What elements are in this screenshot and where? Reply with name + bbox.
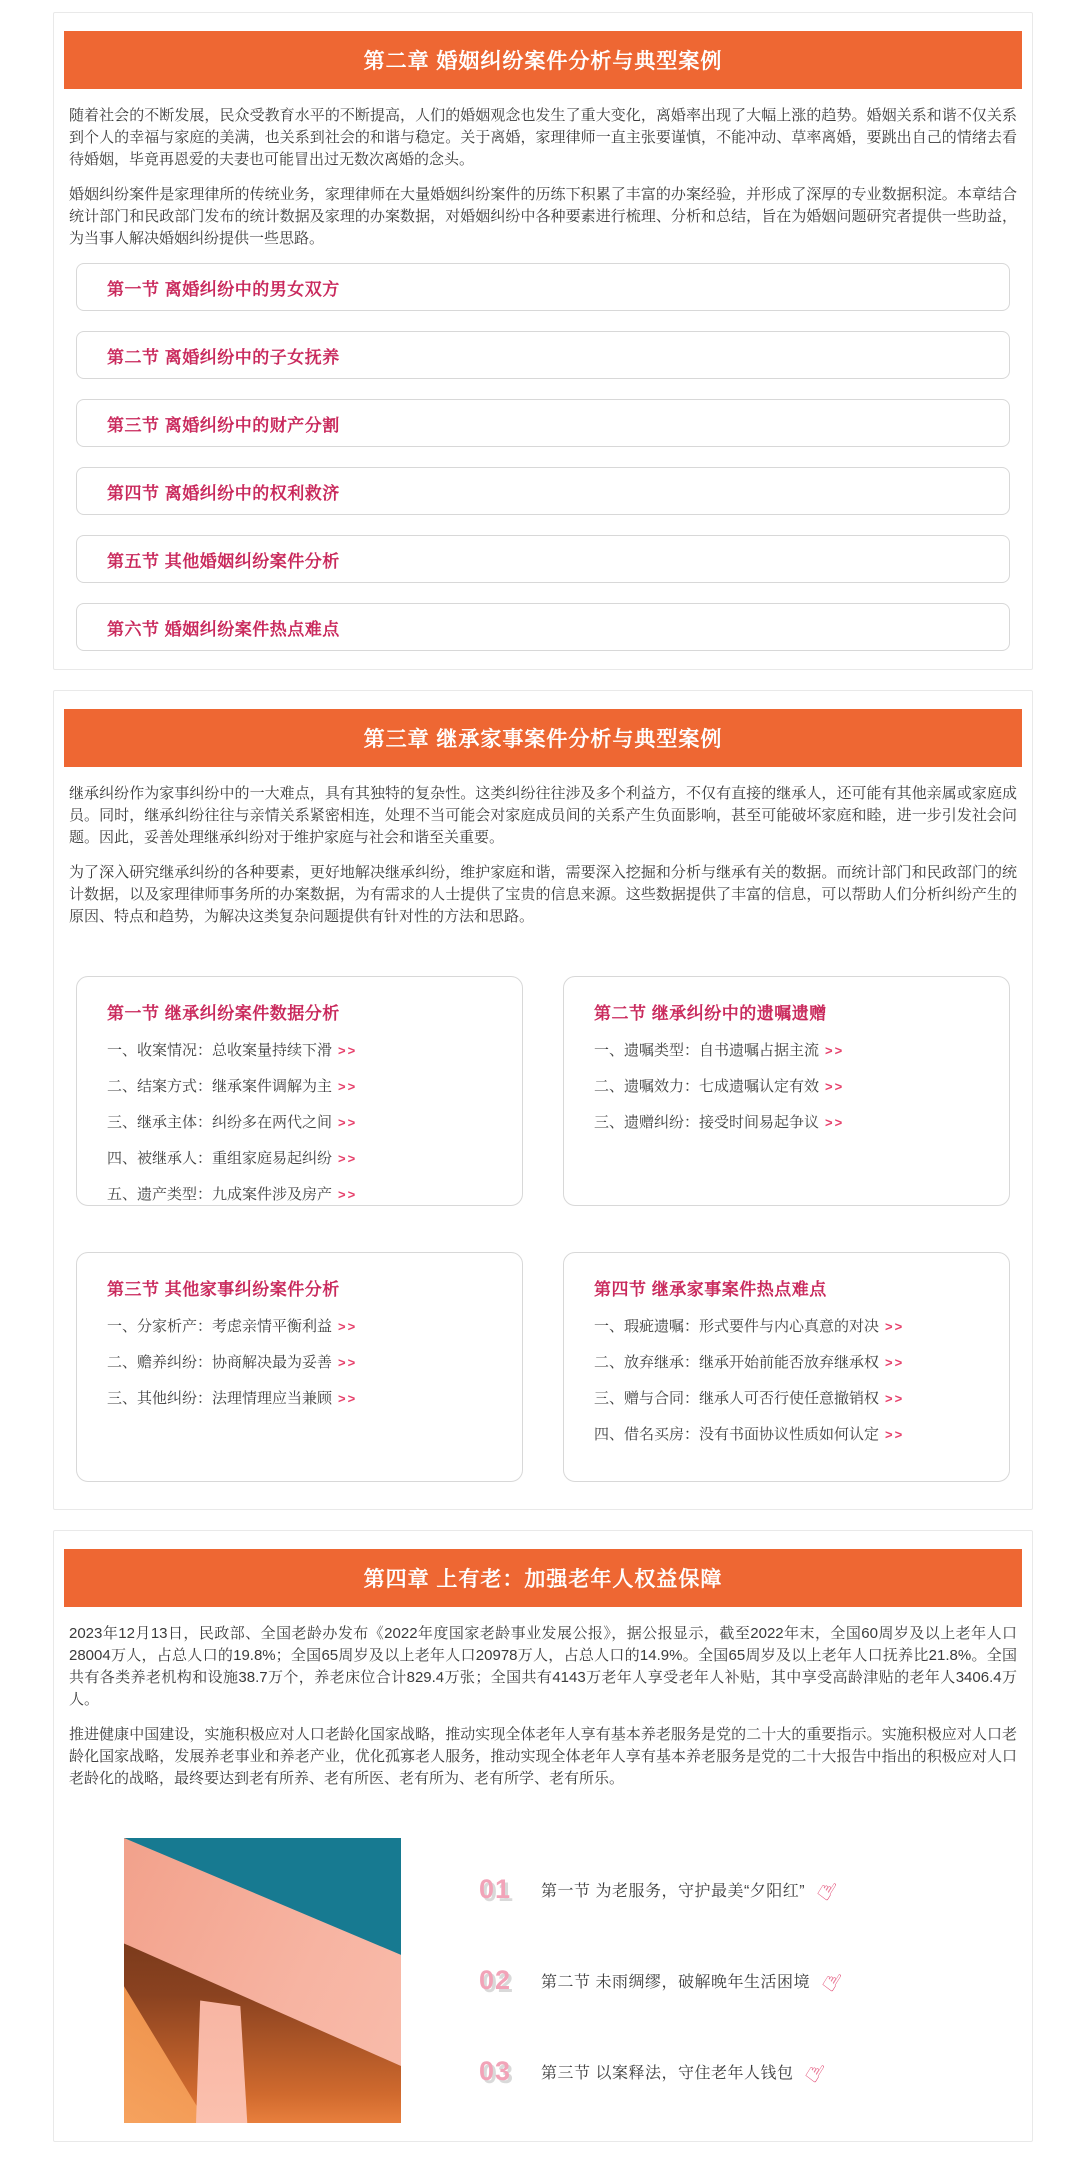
toc-label: 第一节 为老服务，守护最美“夕阳红” xyxy=(541,1883,806,1900)
topic-link[interactable]: 四、被继承人：重组家庭易起纠纷 >> xyxy=(107,1150,358,1167)
topic-link[interactable]: 二、放弃继承：继承开始前能否放弃继承权 >> xyxy=(594,1354,905,1371)
chapter2-header xyxy=(64,31,1022,89)
topic-box-hot-issues xyxy=(563,1252,1010,1482)
topic-box-title: 第四节 继承家事案件热点难点 xyxy=(594,1280,827,1299)
topic-link[interactable]: 一、瑕疵遗嘱：形式要件与内心真意的对决 >> xyxy=(594,1318,905,1335)
chapter2-title: 第二章 婚姻纠纷案件分析与典型案例 xyxy=(363,50,723,73)
section-link-box-6[interactable] xyxy=(76,603,1010,651)
chapter4-paragraph-2: 推进健康中国建设，实施积极应对人口老龄化国家战略，推动实现全体老年人享有基本养老服务是党的二十大的重要指示。实施积极应对人口老龄化国家战略，发展养老事业和养老产业，优化孤寡老人服务，推动实现全体老年人享有基本养老服务是党的二十大报告中指出的积极应对人口老龄化的战略，最终要达到老有所养、老有所医、老有所为、老有所学、老有所乐。 xyxy=(69,1726,1017,1787)
double-arrow-icon: >> xyxy=(338,1355,358,1370)
double-arrow-icon: >> xyxy=(338,1151,358,1166)
topic-link[interactable]: 二、赡养纠纷：协商解决最为妥善 >> xyxy=(107,1354,358,1371)
topic-link[interactable]: 三、遗赠纠纷：接受时间易起争议 >> xyxy=(594,1114,845,1131)
chapter4-header xyxy=(64,1549,1022,1607)
hand-pointer-icon: ☝ xyxy=(800,2054,831,2089)
topic-link[interactable]: 二、结案方式：继承案件调解为主 >> xyxy=(107,1078,358,1095)
toc-label: 第二节 未雨绸缪，破解晚年生活困境 xyxy=(541,1974,810,1991)
topic-link[interactable]: 三、赠与合同：继承人可否行使任意撤销权 >> xyxy=(594,1390,905,1407)
double-arrow-icon: >> xyxy=(338,1319,358,1334)
double-arrow-icon: >> xyxy=(338,1187,358,1202)
topic-link[interactable]: 三、继承主体：纠纷多在两代之间 >> xyxy=(107,1114,358,1131)
toc-item-3[interactable] xyxy=(479,2056,840,2087)
topic-grid xyxy=(76,976,1010,1482)
section-link-box-2[interactable] xyxy=(76,331,1010,379)
chapter2-card xyxy=(53,12,1033,670)
topic-box-data-analysis xyxy=(76,976,523,1206)
chapter4-media-row xyxy=(64,1838,1022,2123)
decor-architecture-photo xyxy=(124,1838,401,2123)
section-link-box-5[interactable] xyxy=(76,535,1010,583)
section-link-label: 第一节 离婚纠纷中的男女双方 xyxy=(107,279,340,299)
toc-number: 02 xyxy=(479,1965,512,1995)
toc-item-1[interactable] xyxy=(479,1874,840,1905)
double-arrow-icon: >> xyxy=(825,1115,845,1130)
chapter3-paragraph-2: 为了深入研究继承纠纷的各种要素，更好地解决继承纠纷，维护家庭和谐，需要深入挖掘和分析与继承有关的数据。而统计部门和民政部门的统计数据，以及家理律师事务所的办案数据，为有需求的人士提供了宝贵的信息来源。这些数据提供了丰富的信息，可以帮助人们分析纠纷产生的原因、特点和趋势，为解决这类复杂问题提供有针对性的方法和思路。 xyxy=(69,864,1017,925)
chapter4-title: 第四章 上有老：加强老年人权益保障 xyxy=(363,1568,723,1591)
chapter2-paragraph-2: 婚姻纠纷案件是家理律所的传统业务，家理律师在大量婚姻纠纷案件的历练下积累了丰富的办案经验，并形成了深厚的专业数据积淀。本章结合统计部门和民政部门发布的统计数据及家理的办案数据，对婚姻纠纷中各种要素进行梳理、分析和总结，旨在为婚姻问题研究者提供一些助益，为当事人解决婚姻纠纷提供一些思路。 xyxy=(69,186,1017,247)
double-arrow-icon: >> xyxy=(338,1115,358,1130)
double-arrow-icon: >> xyxy=(825,1079,845,1094)
chapter3-card xyxy=(53,690,1033,1510)
double-arrow-icon: >> xyxy=(338,1043,358,1058)
chapter4-paragraph-1: 2023年12月13日，民政部、全国老龄办发布《2022年度国家老龄事业发展公报》，据公报显示，截至2022年末，全国60周岁及以上老年人口28004万人，占总人口的19.8%；全国65周岁及以上老年人口20978万人，占总人口的14.9%。全国65周岁及以上老年人口抚养比21.8%。全国共有各类养老机构和设施38.7万个，养老床位合计829.4万张；全国共有4143万老年人享受老年人补贴，其中享受高龄津贴的老年人3406.4万人。 xyxy=(69,1625,1017,1708)
topic-link[interactable]: 三、其他纠纷：法理情理应当兼顾 >> xyxy=(107,1390,358,1407)
double-arrow-icon: >> xyxy=(885,1319,905,1334)
section-link-box-3[interactable] xyxy=(76,399,1010,447)
chapter2-paragraph-1: 随着社会的不断发展，民众受教育水平的不断提高，人们的婚姻观念也发生了重大变化，离婚率出现了大幅上涨的趋势。婚姻关系和谐不仅关系到个人的幸福与家庭的美满，也关系到社会的和谐与稳定。关于离婚，家理律师一直主张要谨慎，不能冲动、草率离婚，要跳出自己的情绪去看待婚姻，毕竟再恩爱的夫妻也可能冒出过无数次离婚的念头。 xyxy=(69,107,1017,168)
topic-list xyxy=(594,1315,999,1444)
section-link-box-1[interactable] xyxy=(76,263,1010,311)
toc-number: 03 xyxy=(479,2056,512,2086)
topic-list xyxy=(107,1315,512,1408)
topic-box-wills xyxy=(563,976,1010,1206)
chapter3-header xyxy=(64,709,1022,767)
double-arrow-icon: >> xyxy=(338,1079,358,1094)
topic-box-title: 第三节 其他家事纠纷案件分析 xyxy=(107,1280,340,1299)
double-arrow-icon: >> xyxy=(338,1391,358,1406)
topic-box-other-family xyxy=(76,1252,523,1482)
topic-link[interactable]: 一、收案情况：总收案量持续下滑 >> xyxy=(107,1042,358,1059)
section-link-label: 第六节 婚姻纠纷案件热点难点 xyxy=(107,619,340,639)
double-arrow-icon: >> xyxy=(885,1427,905,1442)
topic-link[interactable]: 一、分家析产：考虑亲情平衡利益 >> xyxy=(107,1318,358,1335)
chapter3-title: 第三章 继承家事案件分析与典型案例 xyxy=(363,728,723,751)
toc-number: 01 xyxy=(479,1874,512,1904)
topic-link[interactable]: 四、借名买房：没有书面协议性质如何认定 >> xyxy=(594,1426,905,1443)
chapter4-card xyxy=(53,1530,1033,2142)
topic-link[interactable]: 五、遗产类型：九成案件涉及房产 >> xyxy=(107,1186,358,1203)
chapter4-toc xyxy=(479,1838,847,2123)
page-content xyxy=(53,0,1033,2142)
topic-list xyxy=(107,1039,512,1204)
double-arrow-icon: >> xyxy=(825,1043,845,1058)
hand-pointer-icon: ☝ xyxy=(812,1872,842,1907)
hand-pointer-icon: ☝ xyxy=(817,1963,847,1998)
chapter3-paragraph-1: 继承纠纷作为家事纠纷中的一大难点，具有其独特的复杂性。这类纠纷往往涉及多个利益方，不仅有直接的继承人，还可能有其他亲属或家庭成员。同时，继承纠纷往往与亲情关系紧密相连，处理不当可能会对家庭成员间的关系产生负面影响，甚至可能破坏家庭和睦，进一步引发社会问题。因此，妥善处理继承纠纷对于维护家庭与社会和谐至关重要。 xyxy=(69,785,1017,846)
topic-link[interactable]: 一、遗嘱类型：自书遗嘱占据主流 >> xyxy=(594,1042,845,1059)
double-arrow-icon: >> xyxy=(885,1355,905,1370)
toc-label: 第三节 以案释法，守住老年人钱包 xyxy=(541,2065,794,2082)
section-link-label: 第三节 离婚纠纷中的财产分割 xyxy=(107,415,340,435)
topic-list xyxy=(594,1039,999,1132)
toc-item-2[interactable] xyxy=(479,1963,847,1998)
double-arrow-icon: >> xyxy=(885,1391,905,1406)
section-link-box-4[interactable] xyxy=(76,467,1010,515)
topic-box-title: 第二节 继承纠纷中的遗嘱遗赠 xyxy=(594,1004,827,1023)
section-link-label: 第四节 离婚纠纷中的权利救济 xyxy=(107,483,340,503)
section-link-label: 第二节 离婚纠纷中的子女抚养 xyxy=(107,347,340,367)
topic-box-title: 第一节 继承纠纷案件数据分析 xyxy=(107,1004,340,1023)
section-link-label: 第五节 其他婚姻纠纷案件分析 xyxy=(107,551,340,571)
topic-link[interactable]: 二、遗嘱效力：七成遗嘱认定有效 >> xyxy=(594,1078,845,1095)
